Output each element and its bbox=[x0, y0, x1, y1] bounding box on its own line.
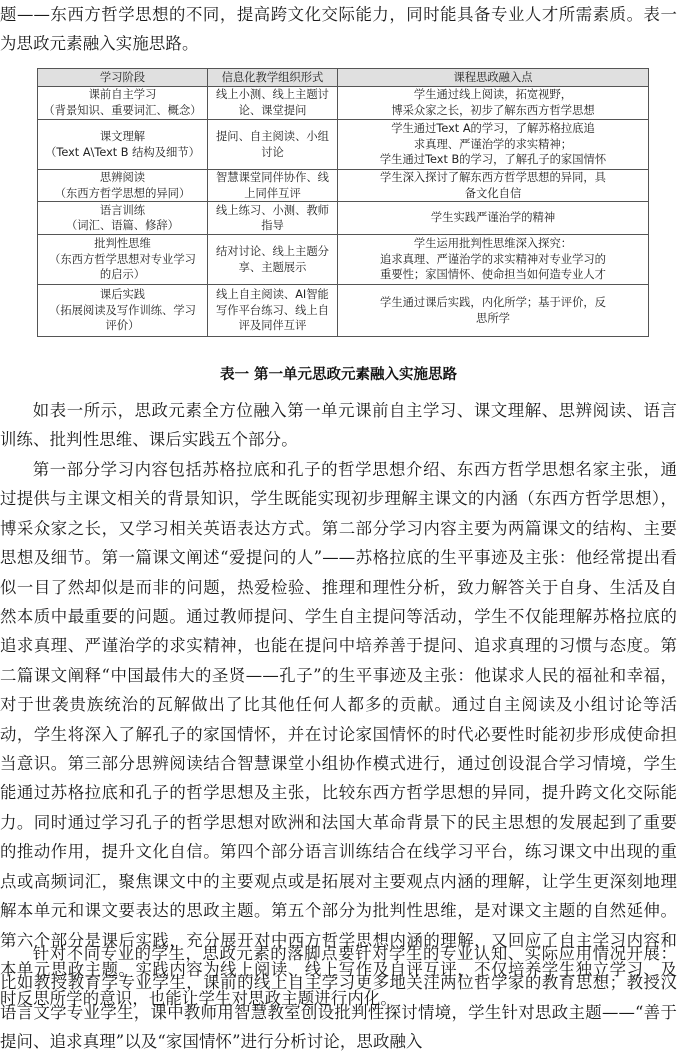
cell-point bbox=[338, 235, 649, 285]
cell-line: 线上练习、小测、教师 bbox=[216, 203, 329, 217]
implementation-table bbox=[37, 68, 648, 337]
cell-form bbox=[208, 235, 338, 285]
cell-line: 学生通过Text B的学习，了解孔子的家国情怀 bbox=[379, 153, 607, 167]
cell-stage bbox=[38, 235, 208, 285]
header-point: 课程思政融入点 bbox=[338, 69, 649, 87]
cell-line: 上同伴互评 bbox=[244, 186, 301, 200]
cell-line: （拓展阅读及写作训练、学习 bbox=[49, 303, 196, 317]
cell-line: 线上小测、线上主题讨 bbox=[216, 88, 329, 102]
cell-line: 写作平台练习、线上自 bbox=[216, 303, 329, 317]
cell-line: 备文化自信 bbox=[464, 186, 522, 200]
cell-line: 课后实践 bbox=[99, 288, 146, 302]
cell-line: （背景知识、重要词汇、概念） bbox=[43, 104, 202, 117]
table-row bbox=[38, 87, 649, 120]
cell-line: 追求真理、严谨治学的求实精神对专业学习的 bbox=[380, 252, 606, 266]
cell-point bbox=[338, 202, 649, 235]
header-form: 信息化教学组织形式 bbox=[208, 69, 338, 87]
cell-point bbox=[338, 120, 649, 170]
body-paragraph-2: 第一部分学习内容包括苏格拉底和孔子的哲学思想介绍、东西方哲学思想名家主张，通过提供与主课文相关的背景知识，学生既能实现初步理解主课文的内涵（东西方哲学思想），博采众家之长，又学习相关英语表达方式。第二部分学习内容主要为两篇课文的结构、主要思想及细节。第一篇课文阐述“爱提问的人”——苏格拉底的生平事迹及主张：他经常提出看似一目了然却似是而非的问题，热爱检验、推理和理性分析，致力解答关于自身、生活及自然本质中最重要的问题。通过教师提问、学生自主提问等活动，学生不仅能理解苏格拉底的追求真理、严谨治学的求实精神，也能在提问中培养善于提问、追求真理的习惯与态度。第二篇课文阐释“中国最伟大的圣贤——孔子”的生平事迹及主张：他谋求人民的福祉和幸福，对于世袭贵族统治的瓦解做出了比其他任何人都多的贡献。通过自主阅读及小组讨论等活动，学生将深入了解孔子的家国情怀，并在讨论家国情怀的时代必要性时能初步形成使命担当意识。第三部分思辨阅读结合智慧课堂小组协作模式进行，通过创设混合学习情境，学生能通过苏格拉底和孔子的哲学思想及主张，比较东西方哲学思想的异同，提升跨文化交际能力。同时通过学习孔子的哲学思想对欧洲和法国大革命背景下的民主思想的发展起到了重要的推动作用，提升文化自信。第四个部分语言训练结合在线学习平台，练习课文中出现的重点或高频词汇，聚焦课文中的主要观点或是拓展对主要观点内涵的理解，让学生更深刻地理解本单元和课文要表达的思政主题。第五个部分为批判性思维，是对课文主题的自然延伸。第六个部分是课后实践，充分展开对中西方哲学思想内涵的理解，又回应了自主学习内容和本单元思政主题。实践内容为线上阅读、线上写作及自评互评，不仅培养学生独立学习、及时反思所学的意识，也能让学生对思政主题进行内化。 bbox=[0, 460, 677, 1009]
cell-line: 学生通过线上阅读，拓宽视野， bbox=[413, 88, 573, 102]
cell-line: 评及同伴互评 bbox=[238, 319, 307, 333]
body-paragraph-1: 如表一所示，思政元素全方位融入第一单元课前自主学习、课文理解、思辨阅读、语言训练、批判性思维、课后实践五个部分。 bbox=[0, 401, 677, 450]
cell-line: 思所学 bbox=[476, 311, 510, 325]
cell-line: 结对讨论、线上主题分 bbox=[216, 245, 329, 259]
cell-line: 学生通过课后实践，内化所学；基于评价，反 bbox=[380, 296, 606, 310]
table-row bbox=[38, 235, 649, 285]
cell-point bbox=[338, 170, 649, 202]
cell-line: 享、主题展示 bbox=[238, 260, 307, 274]
cell-line: 论、课堂提问 bbox=[238, 104, 307, 117]
cell-line: 课前自主学习 bbox=[88, 88, 157, 102]
cell-line: 学生深入探讨了解东西方哲学思想的异同，具 bbox=[380, 171, 606, 184]
cell-line: 课文理解 bbox=[99, 129, 146, 143]
cell-line: 的启示） bbox=[99, 268, 146, 282]
cell-line: （东西方哲学思想的异同） bbox=[54, 186, 191, 200]
table-row bbox=[38, 285, 649, 337]
table-body bbox=[38, 87, 649, 337]
cell-stage bbox=[38, 170, 208, 202]
cell-line: 批判性思维 bbox=[94, 237, 151, 251]
cell-line: （词汇、语篇、修辞） bbox=[66, 219, 179, 233]
cell-line: 线上自主阅读、AI智能 bbox=[216, 288, 329, 302]
cell-stage bbox=[38, 285, 208, 337]
cell-line: 提问、自主阅读、小组 bbox=[216, 129, 329, 143]
intro-paragraph: 题——东西方哲学思想的不同，提高跨文化交际能力，同时能具备专业人才所需素质。表一为思政元素融入实施思路。 bbox=[0, 5, 677, 54]
table bbox=[37, 68, 649, 337]
cell-line: 语言训练 bbox=[99, 203, 146, 217]
table-header-row bbox=[38, 69, 649, 87]
cell-form bbox=[208, 87, 338, 120]
table-row bbox=[38, 120, 649, 170]
body-paragraph-3: 针对不同专业的学生，思政元素的落脚点要针对学生的专业认知、实际应用情况开展：比如教授教育学专业学生，课前的线上自主学习更多地关注两位哲学家的教育思想；教授汉语言文学专业学生，课中教师用智慧教室创设批判性探讨情境，学生针对思政主题——“善于提问、追求真理”以及“家国情怀”进行分析讨论，思政融入 bbox=[0, 944, 677, 1052]
cell-line: 学生通过Text A的学习，了解苏格拉底追 bbox=[391, 122, 595, 136]
cell-line: 智慧课堂同伴协作、线 bbox=[216, 171, 329, 184]
cell-line: 博采众家之长，初步了解东西方哲学思想 bbox=[391, 104, 595, 117]
cell-line: 求真理、严谨治学的求实精神； bbox=[413, 137, 573, 151]
cell-form bbox=[208, 170, 338, 202]
cell-line: 讨论 bbox=[261, 145, 284, 159]
cell-line: 重要性；家国情怀、使命担当如何造专业人才 bbox=[380, 268, 606, 282]
cell-form bbox=[208, 285, 338, 337]
cell-line: 学生运用批判性思维深入探究： bbox=[413, 237, 573, 251]
cell-line: （东西方哲学思想对专业学习 bbox=[49, 252, 196, 266]
cell-stage bbox=[38, 87, 208, 120]
table-caption: 表一 第一单元思政元素融入实施思路 bbox=[219, 367, 458, 383]
header-stage: 学习阶段 bbox=[38, 69, 208, 87]
cell-line: 指导 bbox=[261, 219, 284, 233]
cell-line: （Text A\Text B 结构及细节） bbox=[45, 145, 200, 159]
cell-stage bbox=[38, 202, 208, 235]
cell-point bbox=[338, 285, 649, 337]
cell-form bbox=[208, 120, 338, 170]
cell-line: 评价） bbox=[105, 319, 140, 333]
cell-form bbox=[208, 202, 338, 235]
cell-stage bbox=[38, 120, 208, 170]
cell-line: 思辨阅读 bbox=[99, 171, 146, 184]
cell-point bbox=[338, 87, 649, 120]
table-row bbox=[38, 170, 649, 202]
table-row bbox=[38, 202, 649, 235]
cell-line: 学生实践严谨治学的精神 bbox=[430, 211, 556, 225]
